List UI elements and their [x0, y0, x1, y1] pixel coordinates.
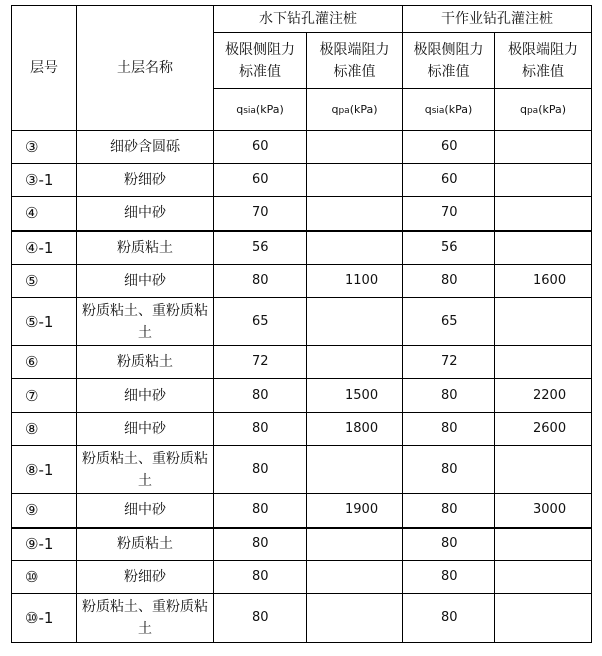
- table-row: [12, 346, 592, 379]
- uw-end-resistance-cell: [307, 561, 403, 594]
- dry-end-resistance-cell: [495, 197, 592, 231]
- table-row: [12, 298, 592, 346]
- dry-side-resistance-cell: 60: [403, 164, 495, 197]
- uw-side-resistance-cell: 80: [214, 494, 307, 528]
- dry-end-resistance-cell: 1600: [495, 265, 592, 298]
- dry-side-resistance-cell: 80: [403, 561, 495, 594]
- layer-number-cell: ⑥: [12, 346, 77, 379]
- layer-number-cell: ⑩: [12, 561, 77, 594]
- dry-end-resistance-cell: [495, 164, 592, 197]
- table-row: [12, 446, 592, 494]
- dry-side-resistance-cell: 80: [403, 265, 495, 298]
- soil-name-cell: 粉细砂: [77, 561, 214, 594]
- header-layer-no: 层号: [12, 6, 77, 131]
- dry-side-resistance-cell: 80: [403, 528, 495, 561]
- header-uw-qpa-unit: qpa(kPa): [307, 89, 403, 131]
- dry-end-resistance-cell: [495, 298, 592, 346]
- header-underwater-bored-pile: 水下钻孔灌注桩: [214, 6, 403, 33]
- soil-name-cell: 粉质粘土、重粉质粘土: [77, 446, 214, 494]
- uw-side-resistance-cell: 70: [214, 197, 307, 231]
- table-row: [12, 594, 592, 643]
- dry-side-resistance-cell: 70: [403, 197, 495, 231]
- layer-number-cell: ④: [12, 197, 77, 231]
- soil-name-cell: 粉质粘土: [77, 528, 214, 561]
- table-row: [12, 379, 592, 413]
- dry-end-resistance-cell: 3000: [495, 494, 592, 528]
- uw-end-resistance-cell: 1800: [307, 413, 403, 446]
- dry-end-resistance-cell: [495, 561, 592, 594]
- dry-side-resistance-cell: 80: [403, 494, 495, 528]
- soil-name-cell: 细中砂: [77, 413, 214, 446]
- soil-name-cell: 粉质粘土: [77, 346, 214, 379]
- table-row: [12, 561, 592, 594]
- uw-end-resistance-cell: 1100: [307, 265, 403, 298]
- header-soil-name: 土层名称: [77, 6, 214, 131]
- dry-end-resistance-cell: [495, 231, 592, 265]
- pile-resistance-table: [11, 5, 592, 643]
- layer-number-cell: ⑩-1: [12, 594, 77, 643]
- layer-number-cell: ⑨: [12, 494, 77, 528]
- layer-number-cell: ⑦: [12, 379, 77, 413]
- uw-side-resistance-cell: 80: [214, 379, 307, 413]
- layer-number-cell: ⑨-1: [12, 528, 77, 561]
- soil-name-cell: 粉质粘土: [77, 231, 214, 265]
- uw-side-resistance-cell: 60: [214, 164, 307, 197]
- dry-side-resistance-cell: 80: [403, 446, 495, 494]
- header-dry-bored-pile: 干作业钻孔灌注桩: [403, 6, 592, 33]
- dry-end-resistance-cell: [495, 131, 592, 164]
- uw-end-resistance-cell: 1500: [307, 379, 403, 413]
- uw-side-resistance-cell: 80: [214, 594, 307, 643]
- header-dry-side-resistance: 极限侧阻力 标准值: [403, 33, 495, 89]
- soil-name-cell: 细中砂: [77, 379, 214, 413]
- uw-side-resistance-cell: 80: [214, 446, 307, 494]
- dry-side-resistance-cell: 65: [403, 298, 495, 346]
- layer-number-cell: ③: [12, 131, 77, 164]
- layer-number-cell: ⑤: [12, 265, 77, 298]
- soil-name-cell: 细中砂: [77, 494, 214, 528]
- layer-number-cell: ④-1: [12, 231, 77, 265]
- table-row: [12, 494, 592, 528]
- table-row: [12, 131, 592, 164]
- dry-side-resistance-cell: 80: [403, 379, 495, 413]
- uw-side-resistance-cell: 65: [214, 298, 307, 346]
- uw-end-resistance-cell: [307, 164, 403, 197]
- table-row: [12, 413, 592, 446]
- uw-end-resistance-cell: [307, 594, 403, 643]
- soil-name-cell: 细砂含圆砾: [77, 131, 214, 164]
- soil-name-cell: 粉细砂: [77, 164, 214, 197]
- uw-end-resistance-cell: [307, 298, 403, 346]
- layer-number-cell: ③-1: [12, 164, 77, 197]
- table-row: [12, 164, 592, 197]
- dry-end-resistance-cell: [495, 528, 592, 561]
- uw-end-resistance-cell: [307, 446, 403, 494]
- soil-name-cell: 细中砂: [77, 265, 214, 298]
- dry-side-resistance-cell: 72: [403, 346, 495, 379]
- uw-end-resistance-cell: 1900: [307, 494, 403, 528]
- header-uw-qsia-unit: qsia(kPa): [214, 89, 307, 131]
- uw-side-resistance-cell: 80: [214, 528, 307, 561]
- layer-number-cell: ⑧-1: [12, 446, 77, 494]
- uw-end-resistance-cell: [307, 197, 403, 231]
- layer-number-cell: ⑤-1: [12, 298, 77, 346]
- dry-end-resistance-cell: [495, 446, 592, 494]
- uw-side-resistance-cell: 80: [214, 265, 307, 298]
- uw-end-resistance-cell: [307, 131, 403, 164]
- soil-name-cell: 粉质粘土、重粉质粘土: [77, 594, 214, 643]
- uw-side-resistance-cell: 80: [214, 561, 307, 594]
- dry-side-resistance-cell: 56: [403, 231, 495, 265]
- uw-end-resistance-cell: [307, 346, 403, 379]
- header-dry-qsia-unit: qsia(kPa): [403, 89, 495, 131]
- header-uw-end-resistance: 极限端阻力 标准值: [307, 33, 403, 89]
- header-dry-qpa-unit: qpa(kPa): [495, 89, 592, 131]
- soil-name-cell: 粉质粘土、重粉质粘土: [77, 298, 214, 346]
- dry-end-resistance-cell: 2200: [495, 379, 592, 413]
- layer-number-cell: ⑧: [12, 413, 77, 446]
- uw-end-resistance-cell: [307, 231, 403, 265]
- dry-end-resistance-cell: [495, 594, 592, 643]
- table-row: [12, 231, 592, 265]
- dry-end-resistance-cell: [495, 346, 592, 379]
- table-row: [12, 528, 592, 561]
- header-uw-side-resistance: 极限侧阻力 标准值: [214, 33, 307, 89]
- dry-side-resistance-cell: 60: [403, 131, 495, 164]
- table-row: [12, 265, 592, 298]
- dry-side-resistance-cell: 80: [403, 413, 495, 446]
- uw-side-resistance-cell: 60: [214, 131, 307, 164]
- soil-name-cell: 细中砂: [77, 197, 214, 231]
- uw-side-resistance-cell: 72: [214, 346, 307, 379]
- uw-side-resistance-cell: 80: [214, 413, 307, 446]
- uw-side-resistance-cell: 56: [214, 231, 307, 265]
- header-dry-end-resistance: 极限端阻力 标准值: [495, 33, 592, 89]
- uw-end-resistance-cell: [307, 528, 403, 561]
- dry-side-resistance-cell: 80: [403, 594, 495, 643]
- table-row: [12, 197, 592, 231]
- dry-end-resistance-cell: 2600: [495, 413, 592, 446]
